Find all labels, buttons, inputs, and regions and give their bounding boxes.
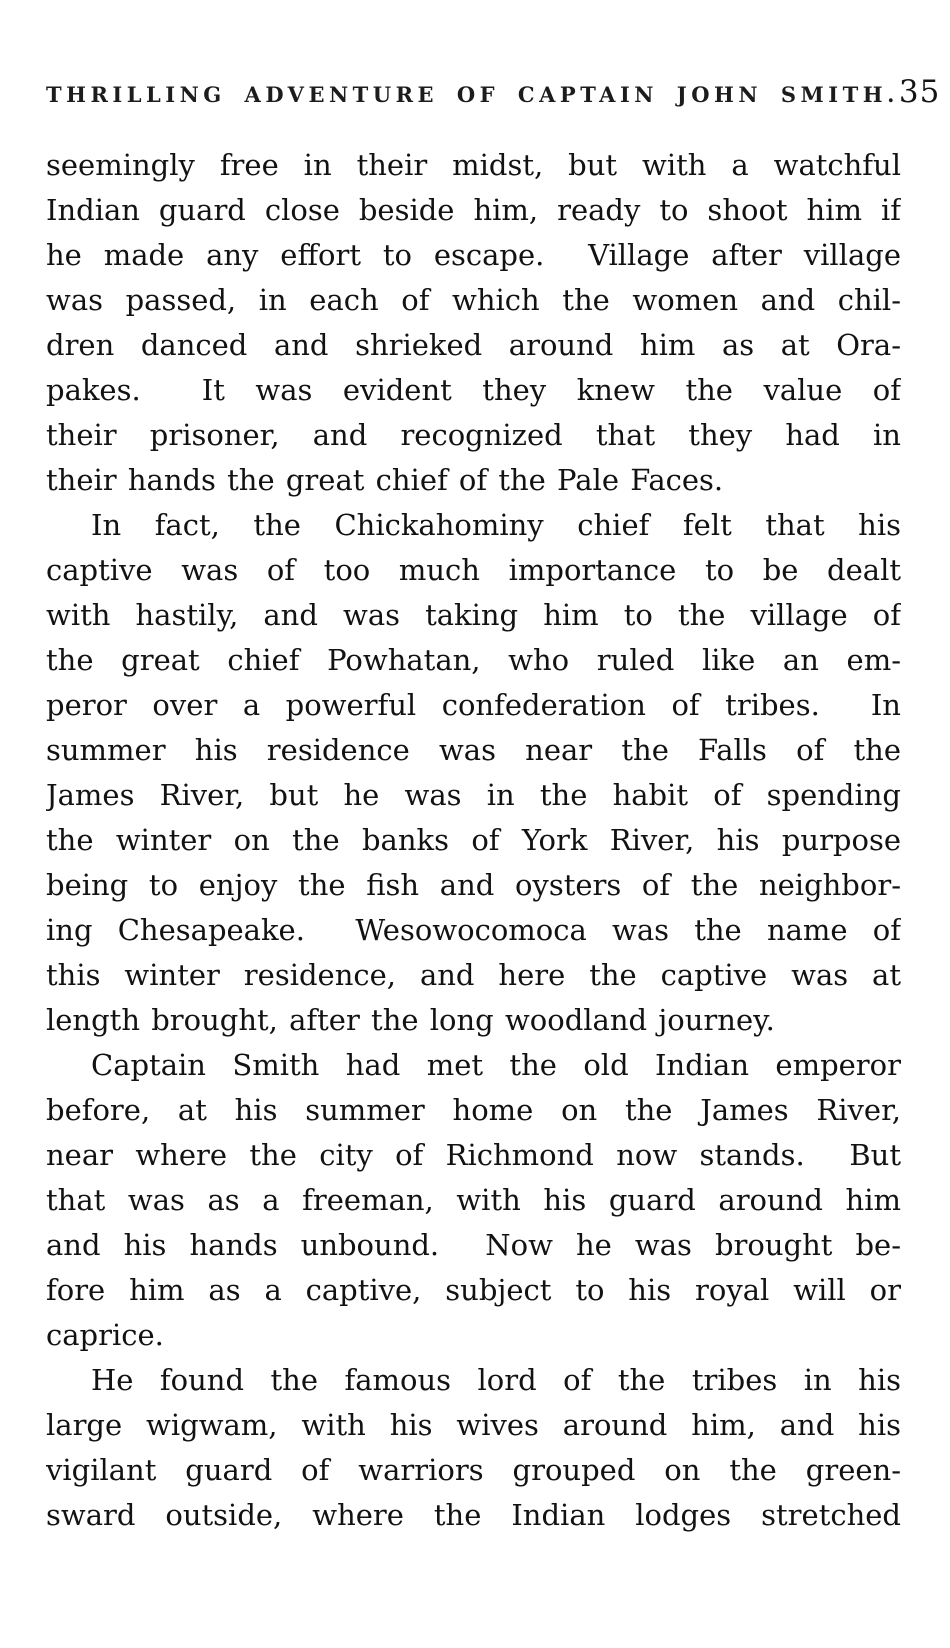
text-line: this winter residence, and here the captive was at: [46, 958, 901, 992]
text-line: seemingly free in their midst, but with a watchful: [46, 148, 901, 182]
paragraph: [46, 143, 901, 503]
page-number: 35: [898, 74, 941, 110]
paragraph: [46, 1358, 901, 1538]
paragraph: [46, 1043, 901, 1358]
text-line: peror over a powerful confederation of tribes. In: [46, 688, 901, 722]
text-line: he made any effort to escape. Village after village: [46, 238, 901, 272]
running-header: [46, 74, 941, 110]
text-line: their prisoner, and recognized that they had in: [46, 418, 901, 452]
text-line: was passed, in each of which the women and chil-: [46, 283, 901, 317]
text-line: vigilant guard of warriors grouped on the green-: [46, 1453, 901, 1487]
text-line: caprice.: [46, 1318, 164, 1352]
text-line: near where the city of Richmond now stands. But: [46, 1138, 901, 1172]
text-line: fore him as a captive, subject to his royal will or: [46, 1273, 901, 1307]
text-line: the great chief Powhatan, who ruled like an em-: [46, 643, 901, 677]
text-line: summer his residence was near the Falls of the: [46, 733, 901, 767]
text-line: pakes. It was evident they knew the value of: [46, 373, 901, 407]
text-line: captive was of too much importance to be dealt: [46, 553, 901, 587]
text-line: their hands the great chief of the Pale Faces.: [46, 463, 724, 497]
text-line: sward outside, where the Indian lodges stretched: [46, 1498, 901, 1532]
text-line: James River, but he was in the habit of spending: [46, 778, 901, 812]
text-line: being to enjoy the fish and oysters of the neighbor-: [46, 868, 901, 902]
body-text-column: [46, 143, 901, 1538]
paragraph: [46, 503, 901, 1043]
text-line: In fact, the Chickahominy chief felt that his: [91, 508, 901, 542]
text-line: He found the famous lord of the tribes in his: [91, 1363, 901, 1397]
text-line: before, at his summer home on the James River,: [46, 1093, 901, 1127]
text-line: dren danced and shrieked around him as at Ora-: [46, 328, 901, 362]
text-line: Captain Smith had met the old Indian emperor: [91, 1048, 901, 1082]
text-line: that was as a freeman, with his guard around him: [46, 1183, 901, 1217]
text-line: Indian guard close beside him, ready to shoot him if: [46, 193, 901, 227]
text-line: large wigwam, with his wives around him, and his: [46, 1408, 901, 1442]
header-title: THRILLING ADVENTURE OF CAPTAIN JOHN SMITH.: [46, 82, 899, 107]
text-line: ing Chesapeake. Wesowocomoca was the name of: [46, 913, 901, 947]
text-line: the winter on the banks of York River, his purpose: [46, 823, 901, 857]
text-line: and his hands unbound. Now he was brought be-: [46, 1228, 901, 1262]
text-line: length brought, after the long woodland journey.: [46, 1003, 775, 1037]
text-line: with hastily, and was taking him to the village of: [46, 598, 901, 632]
